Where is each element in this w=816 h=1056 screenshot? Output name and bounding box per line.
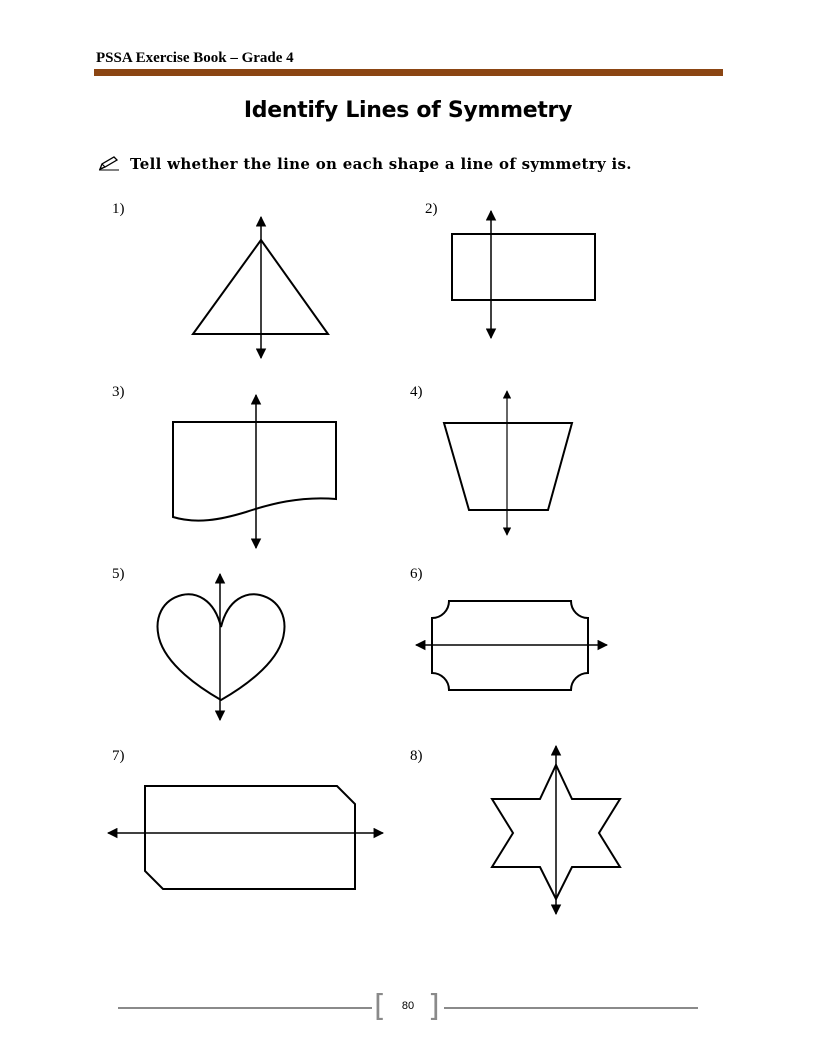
shape-cut-corner-rectangle (108, 786, 383, 889)
footer-rule-left (118, 1007, 372, 1009)
problem-number-7: 7) (112, 748, 125, 764)
problem-number-8: 8) (410, 748, 423, 764)
problem-number-6: 6) (410, 566, 423, 582)
shape-triangle (193, 217, 328, 358)
problem-number-4: 4) (410, 384, 423, 400)
footer-bracket-left: [ (374, 989, 386, 1024)
page-title: Identify Lines of Symmetry (243, 98, 573, 123)
shape-rectangle (452, 211, 595, 338)
shape-heart (158, 574, 285, 720)
shape-six-pointed-star (492, 746, 620, 914)
footer-bracket-right: ] (428, 989, 440, 1024)
problem-number-2: 2) (425, 201, 438, 217)
problem-number-3: 3) (112, 384, 125, 400)
shape-notched-rectangle (416, 601, 607, 690)
footer-rule-right (444, 1007, 698, 1009)
problem-number-1: 1) (112, 201, 125, 217)
instruction-text: Tell whether the line on each shape a line of symmetry is. (130, 155, 632, 173)
page-number: 80 (401, 1000, 415, 1012)
shape-trapezoid (444, 391, 572, 535)
header-title: PSSA Exercise Book – Grade 4 (96, 50, 294, 66)
problem-number-5: 5) (112, 566, 125, 582)
shape-flag-wavy-bottom (173, 395, 336, 548)
